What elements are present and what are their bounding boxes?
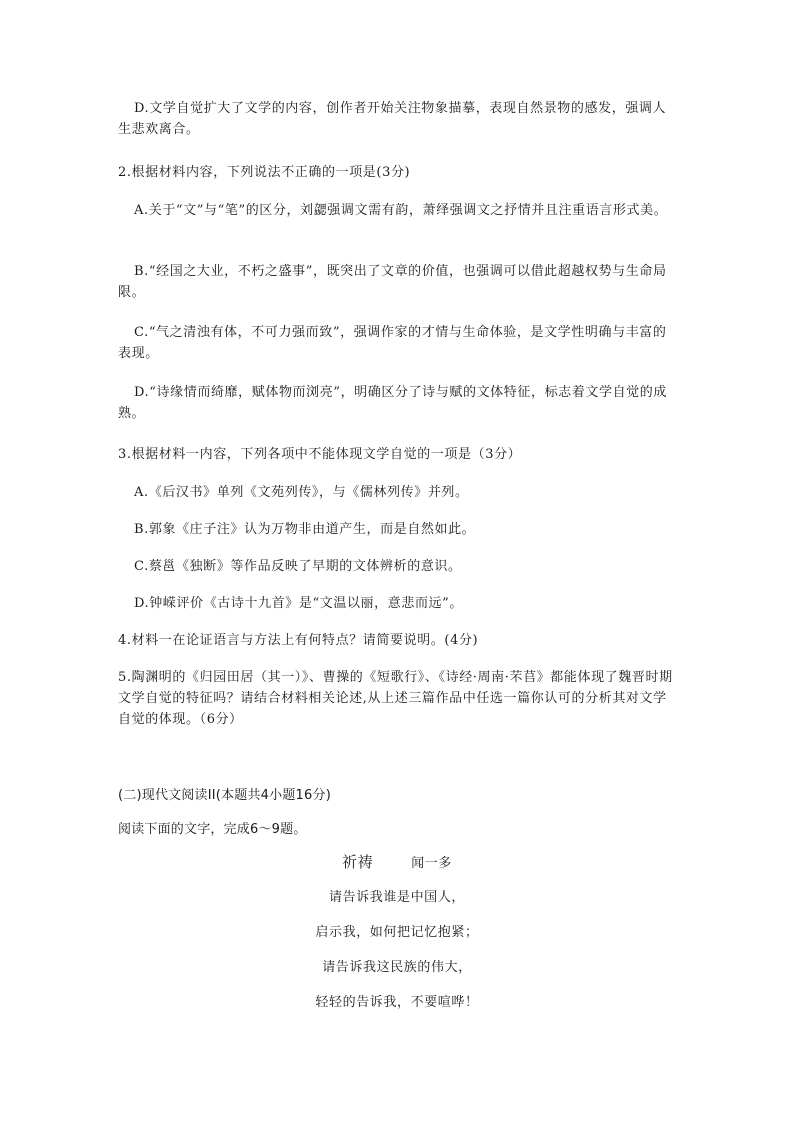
q3-option-d: D.钟嵘评价《古诗十九首》是“文温以丽，意悲而远”。 [134, 596, 463, 611]
q2-option-a: A.关于“文”与“笔”的区分，刘勰强调文需有韵，萧绎强调文之抒情并且注重语言形式美。 [134, 203, 668, 218]
q2-stem: 2.根据材料内容，下列说法不正确的一项是(3分) [118, 165, 411, 180]
poem-author: 闻一多 [411, 856, 452, 871]
poem-title: 祈祷 [341, 853, 374, 871]
poem-line: 请告诉我这民族的伟大， [322, 960, 472, 975]
q4-stem: 4.材料一在论证语言与方法上有何特点？请简要说明。(4分) [118, 633, 479, 648]
reading-instruction: 阅读下面的文字，完成6～9题。 [118, 822, 307, 837]
q2-option-d: D.“诗缘情而绮靡，赋体物而浏亮”，明确区分了诗与赋的文体特征，标志着文学自觉的成熟。 [118, 385, 667, 421]
q3-option-c: C.蔡邕《独断》等作品反映了早期的文体辨析的意识。 [134, 559, 462, 574]
q3-stem: 3.根据材料一内容，下列各项中不能体现文学自觉的一项是（3分） [118, 447, 522, 462]
q3-option-b: B.郭象《庄子注》认为万物非由道产生，而是自然如此。 [134, 522, 476, 537]
q2-option-b: B.“经国之大业，不朽之盛事”，既突出了文章的价值，也强调可以借此超越权势与生命局限。 [118, 264, 667, 300]
q3-option-a: A.《后汉书》单列《文苑列传》，与《儒林列传》并列。 [134, 485, 469, 500]
q2-option-c: C.“气之清浊有体，不可力强而致”，强调作家的才情与生命体验，是文学性明确与丰富的表现。 [118, 325, 667, 361]
poem-title-line [0, 852, 794, 874]
q5-stem: 5.陶渊明的《归园田居（其一）》、曹操的《短歌行》、《诗经·周南·芣苢》都能体现了魏晋时期文学自觉的特征吗？请结合材料相关论述,从上述三篇作品中任选一篇你认可的分析其对文学自觉的体现。（6分） [118, 670, 673, 727]
poem-line: 轻轻的告诉我，不要喧哗！ [315, 995, 479, 1010]
poem-line: 请告诉我谁是中国人， [328, 890, 465, 905]
section-heading: (二)现代文阅读II(本题共4小题16分) [118, 788, 331, 803]
q1-option-d: D.文学自觉扩大了文学的内容，创作者开始关注物象描摹，表现自然景物的感发，强调人生悲欢离合。 [118, 101, 667, 137]
poem-line: 启示我，如何把记忆抱紧； [315, 925, 479, 940]
